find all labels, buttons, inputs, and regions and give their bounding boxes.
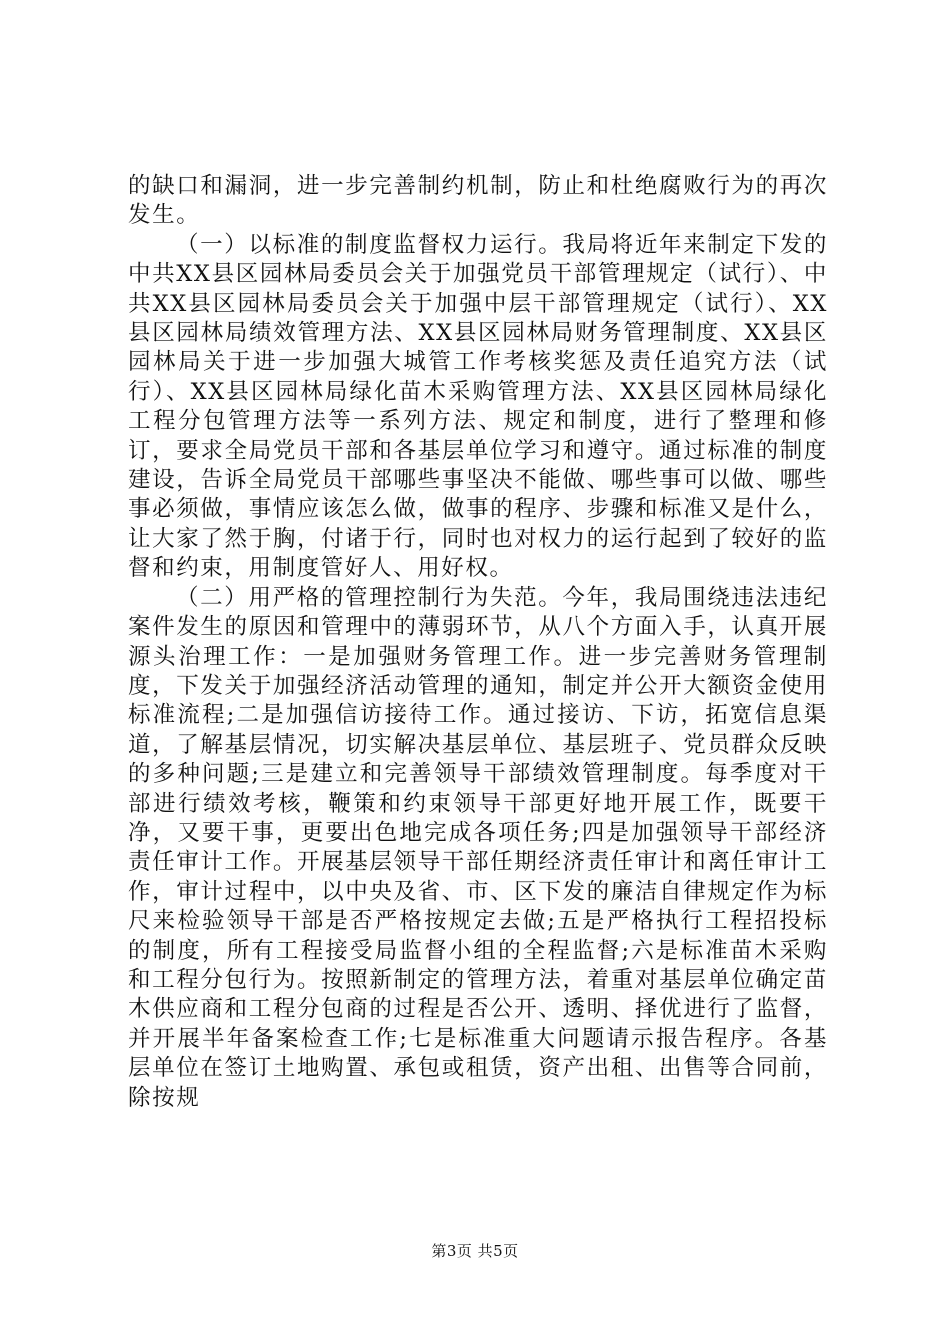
paragraph-2: （一）以标准的制度监督权力运行。我局将近年来制定下发的中共XX县区园林局委员会关于加强党员干部管理规定（试行）、中共XX县区园林局委员会关于加强中层干部管理规定（试行）、XX县区园林局绩效管理方法、XX县区园林局财务管理制度、XX县区园林局关于进一步加强大城管工作考核奖惩及责任追究方法（试行）、XX县区园林局绿化苗木采购管理方法、XX县区园林局绿化工程分包管理方法等一系列方法、规定和制度，进行了整理和修订，要求全局党员干部和各基层单位学习和遵守。通过标准的制度建设，告诉全局党员干部哪些事坚决不能做、哪些事可以做、哪些事必须做，事情应该怎么做，做事的程序、步骤和标准又是什么，让大家了然于胸，付诸于行，同时也对权力的运行起到了较好的监督和约束，用制度管好人、用好权。 [128,231,828,582]
document-body [128,172,828,1113]
page-number-footer: 第3页 共5页 [431,1242,519,1260]
paragraph-1: 的缺口和漏洞，进一步完善制约机制，防止和杜绝腐败行为的再次发生。 [128,173,828,229]
paragraph-3: （二）用严格的管理控制行为失范。今年，我局围绕违法违纪案件发生的原因和管理中的薄弱环节，从八个方面入手，认真开展源头治理工作：一是加强财务管理工作。进一步完善财务管理制度，下发关于加强经济活动管理的通知，制定并公开大额资金使用标准流程;二是加强信访接待工作。通过接访、下访，拓宽信息渠道，了解基层情况，切实解决基层单位、基层班子、党员群众反映的多种问题;三是建立和完善领导干部绩效管理制度。每季度对干部进行绩效考核，鞭策和约束领导干部更好地开展工作，既要干净，又要干事，更要出色地完成各项任务;四是加强领导干部经济责任审计工作。开展基层领导干部任期经济责任审计和离任审计工作，审计过程中，以中央及省、市、区下发的廉洁自律规定作为标尺来检验领导干部是否严格按规定去做;五是严格执行工程招投标的制度，所有工程接受局监督小组的全程监督;六是标准苗木采购和工程分包行为。按照新制定的管理方法，着重对基层单位确定苗木供应商和工程分包商的过程是否公开、透明、择优进行了监督，并开展半年备案检查工作;七是标准重大问题请示报告程序。各基层单位在签订土地购置、承包或租赁，资产出租、出售等合同前，除按规 [128,584,828,1111]
